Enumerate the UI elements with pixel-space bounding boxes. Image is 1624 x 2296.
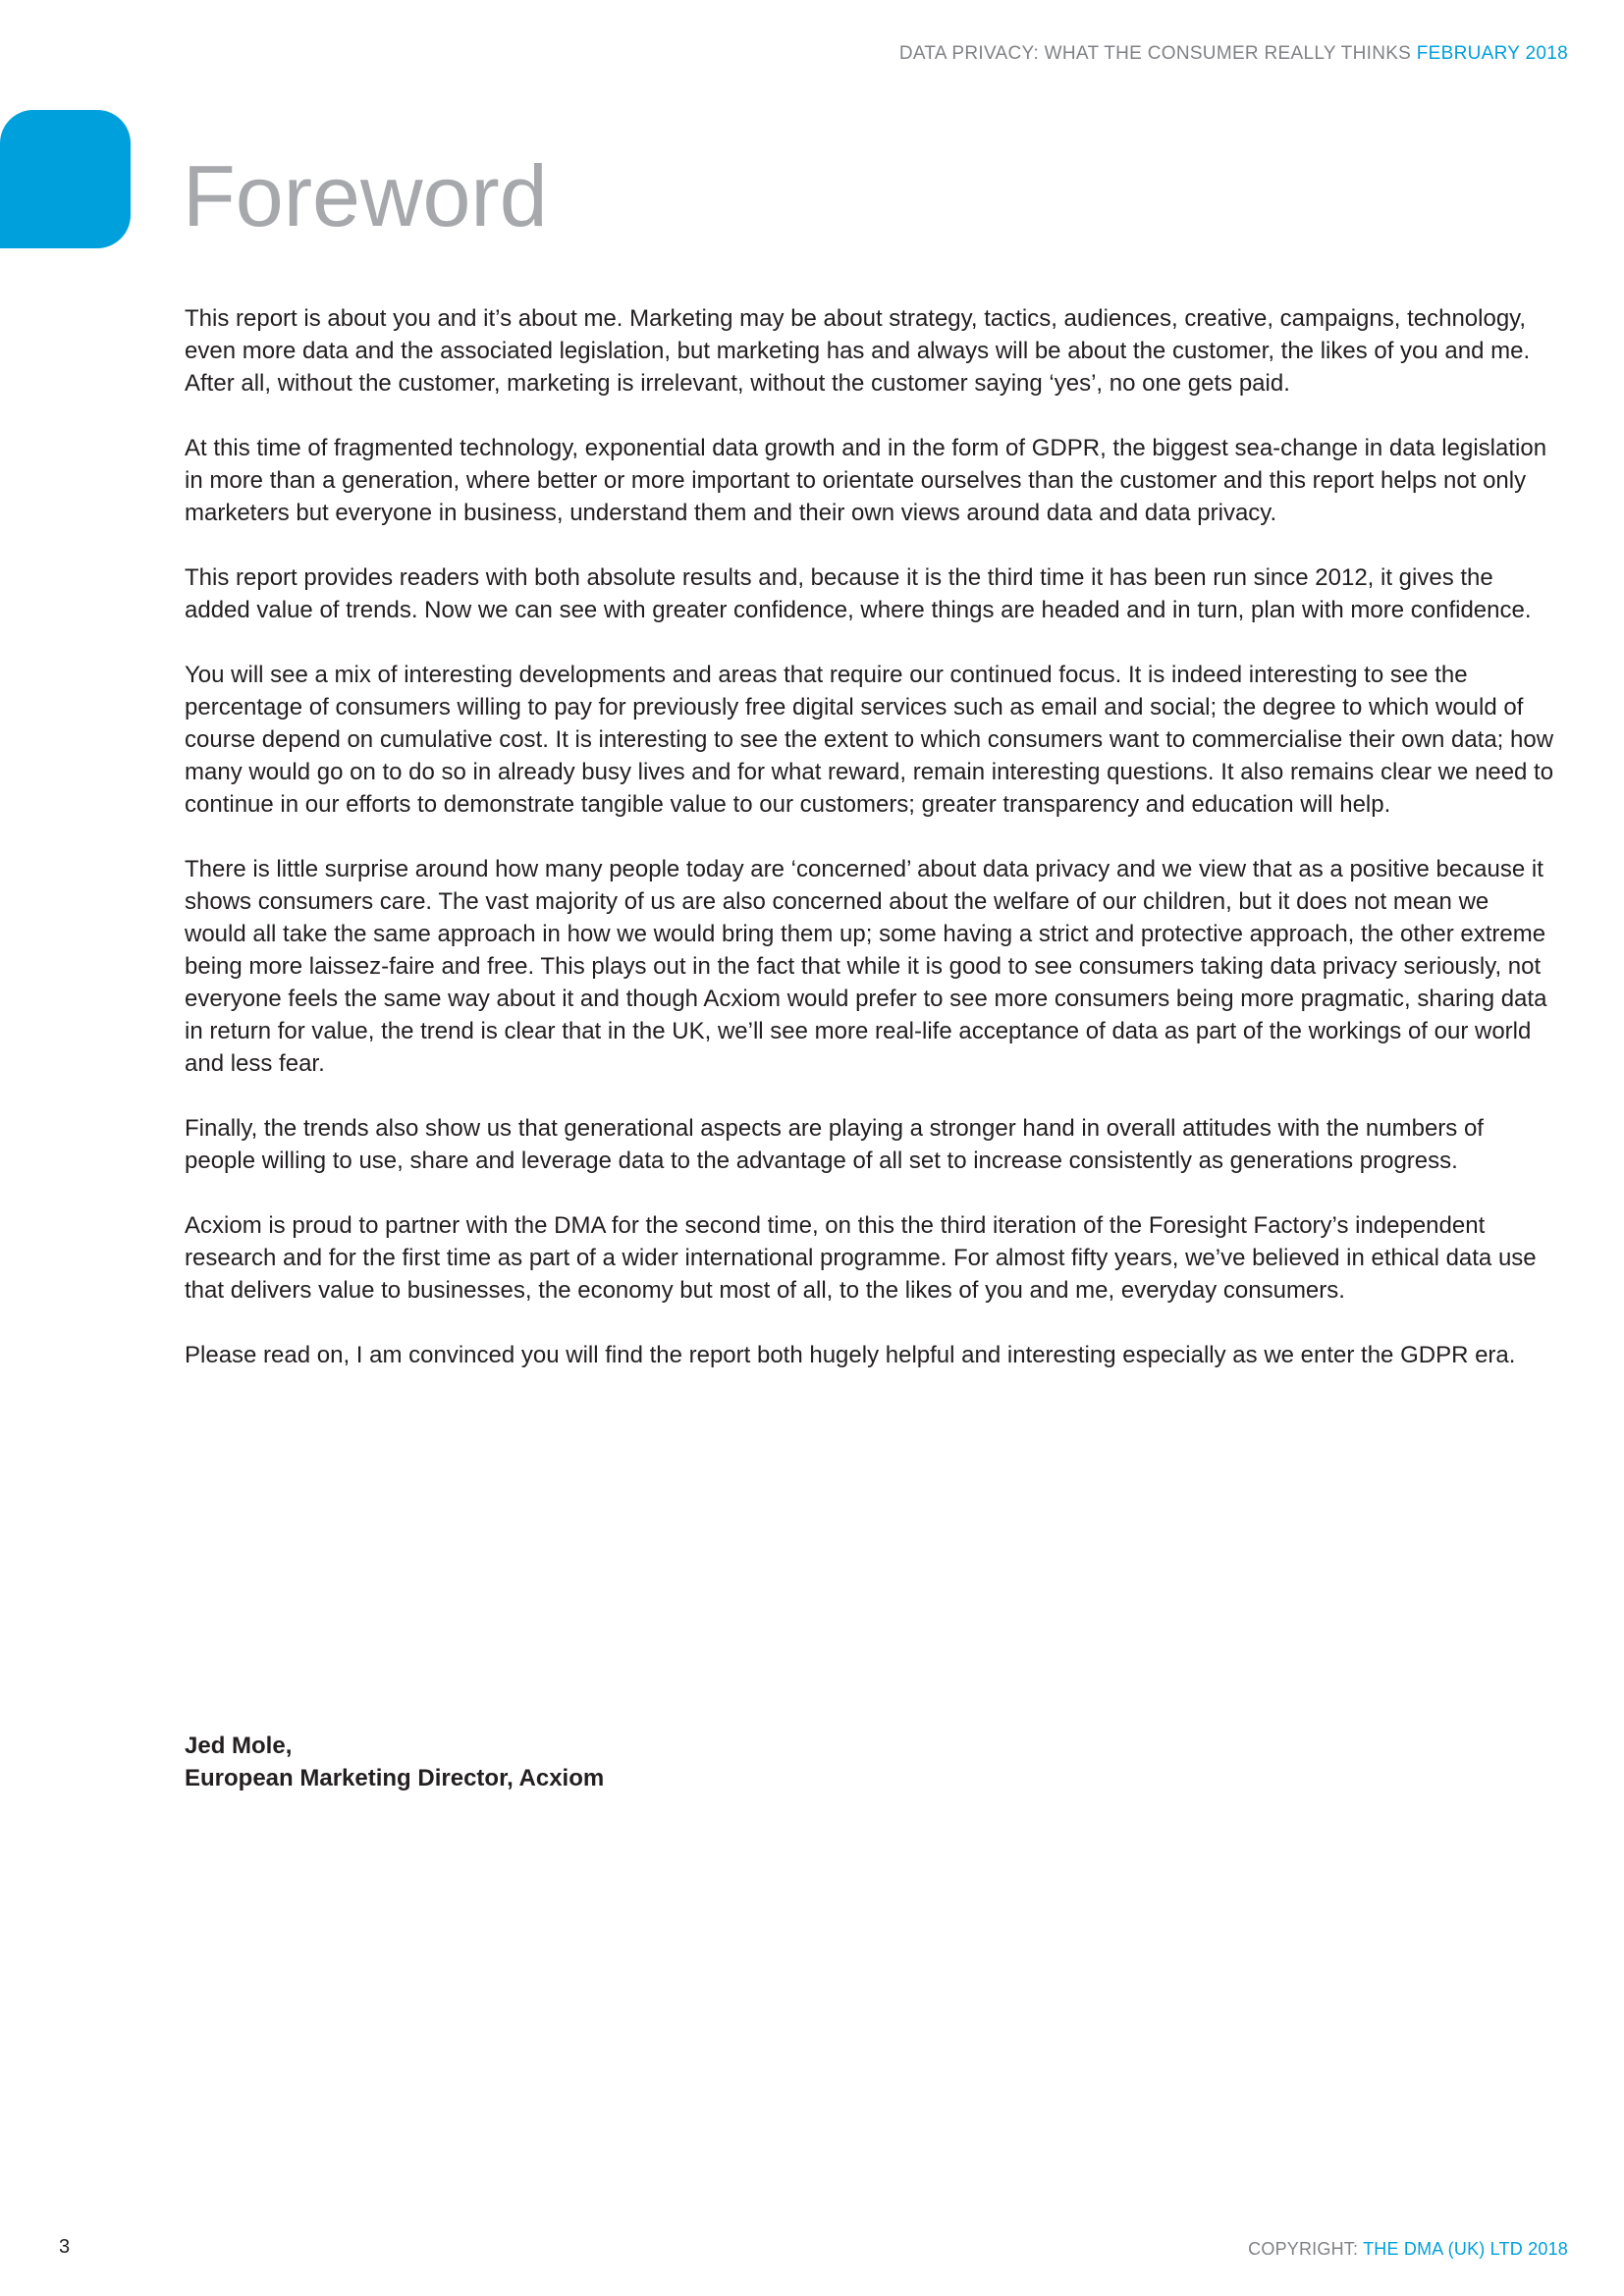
- paragraph: You will see a mix of interesting developments and areas that require our continued focus. It is indeed interesting to see the percentage of consumers willing to pay for previously free digital services such as email and social; the degree to which would of course depend on cumulative cost. It is interesting to see the extent to which consumers want to commercialise their own data; how many would go on to do so in already busy lives and for what reward, remain interesting questions. It also remains clear we need to continue in our efforts to demonstrate tangible value to our customers; greater transparency and education will help.: [185, 662, 1554, 818]
- running-header: [899, 43, 1568, 65]
- paragraph: At this time of fragmented technology, exponential data growth and in the form of GDPR, the biggest sea-change in data legislation in more than a generation, where better or more important to orientate ourselves than the customer and this report helps not only marketers but everyone in business, understand them and their own views around data and data privacy.: [185, 435, 1547, 526]
- paragraph: Please read on, I am convinced you will find the report both hugely helpful and interesting especially as we enter the GDPR era.: [185, 1342, 1516, 1368]
- signature-block: [185, 1730, 604, 1794]
- paragraph: This report provides readers with both absolute results and, because it is the third time it has been run since 2012, it gives the added value of trends. Now we can see with greater confidence, where things are headed and in turn, plan with more confidence.: [185, 564, 1532, 623]
- body-text: [185, 302, 1555, 1404]
- page-number: 3: [59, 2236, 71, 2258]
- copyright-owner: THE DMA (UK) LTD 2018: [1363, 2239, 1568, 2259]
- paragraph: This report is about you and it’s about me. Marketing may be about strategy, tactics, audiences, creative, campaigns, technology, even more data and the associated legislation, but marketing has and always will be about the customer, the likes of you and me. After all, without the customer, marketing is irrelevant, without the customer saying ‘yes’, no one gets paid.: [185, 305, 1531, 397]
- running-header-title: DATA PRIVACY: WHAT THE CONSUMER REALLY THINKS: [898, 43, 1412, 64]
- paragraph: Finally, the trends also show us that generational aspects are playing a stronger hand in overall attitudes with the numbers of people willing to use, share and leverage data to the advantage of all set to increase consistently as generations progress.: [185, 1115, 1484, 1174]
- paragraph: There is little surprise around how many people today are ‘concerned’ about data privacy and we view that as a positive because it shows consumers care. The vast majority of us are also concerned about the welfare of our children, but it does not mean we would all take the same approach in how we would bring them up; some having a strict and protective approach, the other extreme being more laissez-faire and free. This plays out in the fact that while it is good to see consumers taking data privacy seriously, not everyone feels the same way about it and though Acxiom would prefer to see more consumers being more pragmatic, sharing data in return for value, the trend is clear that in the UK, we’ll see more real-life acceptance of data as part of the workings of our world and less fear.: [185, 856, 1547, 1077]
- page-title: Foreword: [183, 147, 548, 244]
- paragraph: Acxiom is proud to partner with the DMA for the second time, on this the third iteration of the Foresight Factory’s independent research and for the first time as part of a wider international programme. For almost fifty years, we’ve believed in ethical data use that delivers value to businesses, the economy but most of all, to the likes of you and me, everyday consumers.: [185, 1212, 1537, 1304]
- signature-title: European Marketing Director, Acxiom: [185, 1765, 605, 1791]
- blue-quote-shape: [0, 110, 131, 248]
- running-header-date: FEBRUARY 2018: [1416, 43, 1568, 64]
- signature-name: Jed Mole,: [185, 1733, 293, 1759]
- copyright: [1248, 2239, 1568, 2260]
- copyright-label: COPYRIGHT:: [1248, 2239, 1359, 2259]
